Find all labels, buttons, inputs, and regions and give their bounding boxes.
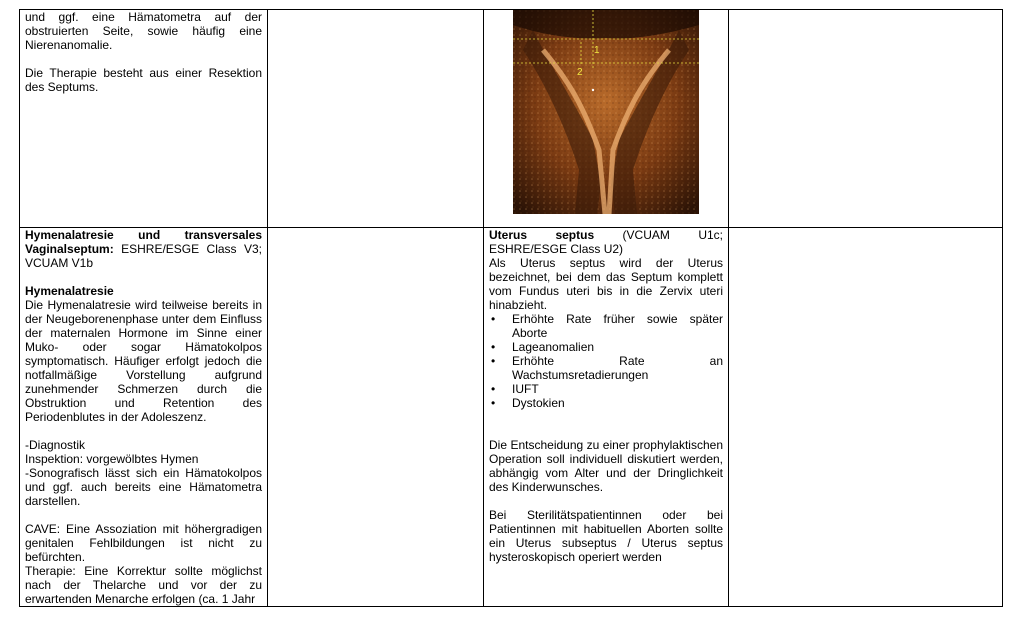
section-title-rest: ESHRE/ESGE Class V3; VCUAM V1b: [25, 242, 262, 270]
row1-col4-cell: [729, 10, 1003, 228]
list-item: • IUFT: [489, 382, 723, 396]
table-row: [20, 228, 1003, 607]
paragraph: und ggf. eine Hämatometra auf der obstruierten Seite, sowie häufig eine Nierenanomalie.: [25, 10, 262, 52]
image-marker-2: 2: [577, 67, 583, 78]
paragraph: Bei Sterilitätspatientinnen oder bei Patientinnen mit habituellen Aborten sollte ein Uterus subseptus / Uterus septus hysteroskopisch operiert werden: [489, 508, 723, 564]
paragraph: Inspektion: vorgewölbtes Hymen: [25, 452, 199, 466]
paragraph: Therapie: Eine Korrektur sollte möglichst nach der Thelarche und vor der zu erwartenden Menarche erfolgen (ca. 1 Jahr: [25, 564, 262, 606]
paragraph: Die Entscheidung zu einer prophylaktischen Operation soll individuell diskutiert werden, abhängig vom Alter und der Dringlichkeit des Kinderwunsches.: [489, 438, 723, 494]
list-item: • Erhöhte Rate früher sowie später Aborte: [489, 312, 723, 340]
row2-col2-cell: [268, 228, 484, 607]
paragraph: Als Uterus septus wird der Uterus bezeichnet, bei dem das Septum komplett vom Fundus uteri bis in die Zervix uteri hinabzieht.: [489, 256, 723, 312]
image-marker-1: 1: [594, 45, 600, 56]
list-item: • Lageanomalien: [489, 340, 723, 354]
section-title-bold: Hymenalatresie und transversales Vaginalseptum:: [25, 228, 262, 256]
document-table: [19, 9, 1003, 607]
paragraph: -Sonografisch lässt sich ein Hämatokolpos und ggf. auch bereits eine Hämatometra darstellen.: [25, 466, 262, 508]
paragraph: Die Hymenalatresie wird teilweise bereits in der Neugeborenenphase unter dem Einfluss der maternalen Hormone im Sinne einer Muko- oder sogar Hämatokolpos symptomatisch. Häufiger erfolgt jedoch die notfallmäßige Vorstellung aufgrund zunehmender Schmerzen durch die Obstruktion und Retention des Periodenblutes in der Adoleszenz.: [25, 298, 262, 424]
subheading: [25, 284, 262, 298]
row1-col2-cell: [268, 10, 484, 228]
section-title: [25, 228, 262, 270]
row1-col1-cell: [20, 10, 268, 228]
table-row: [20, 10, 1003, 228]
row2-col4-cell: [729, 228, 1003, 607]
bullet-list: [489, 312, 723, 410]
section-title-rest: (VCUAM U1c; ESHRE/ESGE Class U2): [489, 228, 723, 256]
ultrasound-image: [513, 10, 699, 214]
row1-col3-cell: [484, 10, 729, 228]
list-item: • Dystokien: [489, 396, 723, 410]
paragraph: -Diagnostik: [25, 438, 86, 452]
row2-col3-cell: [484, 228, 729, 607]
list-item: • Erhöhte Rate an Wachstumsretadierungen: [489, 354, 723, 382]
paragraph: Die Therapie besteht aus einer Resektion des Septums.: [25, 66, 262, 94]
section-title-bold: Uterus septus: [489, 228, 595, 242]
row2-col1-cell: [20, 228, 268, 607]
paragraph: CAVE: Eine Assoziation mit höhergradigen genitalen Fehlbildungen ist nicht zu befürchten.: [25, 522, 262, 564]
section-title: [489, 228, 723, 256]
subheading-text: Hymenalatresie: [25, 284, 114, 298]
